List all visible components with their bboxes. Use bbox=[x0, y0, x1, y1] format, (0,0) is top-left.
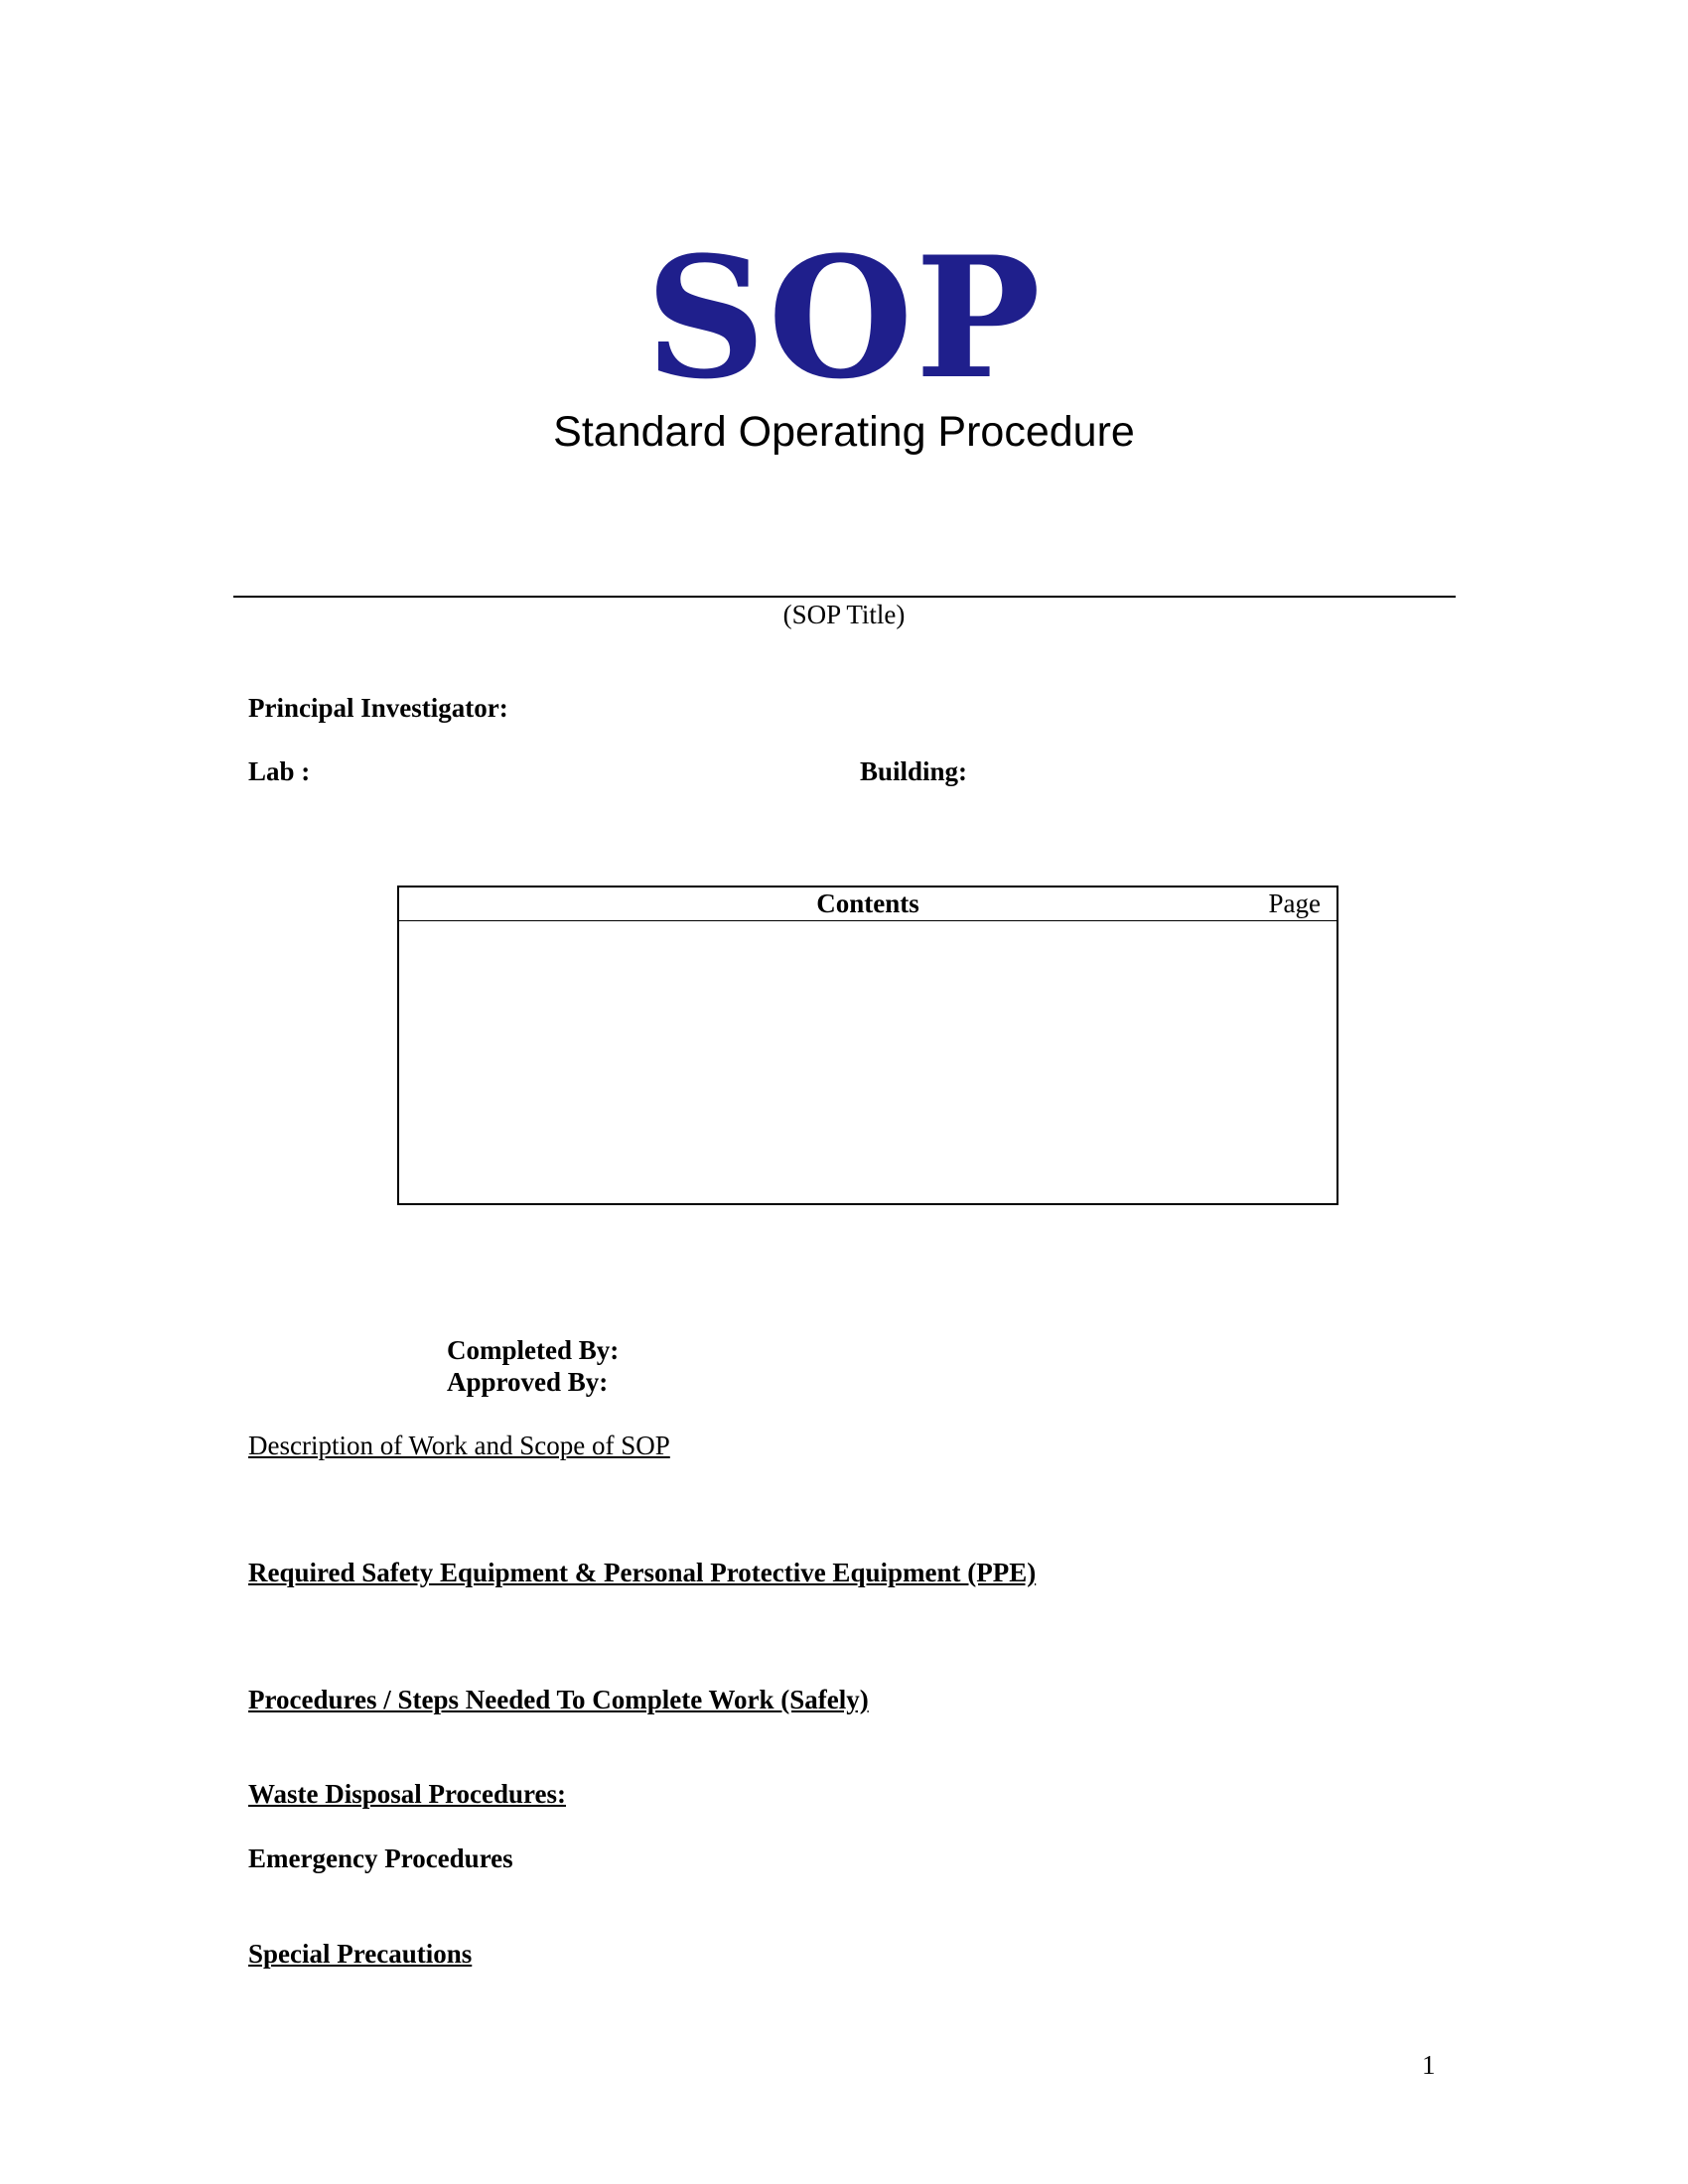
sop-logo: SOP bbox=[645, 219, 1043, 416]
section-procedures: Procedures / Steps Needed To Complete Work (Safely) bbox=[248, 1685, 869, 1714]
contents-page-column: Page bbox=[1268, 888, 1321, 918]
logo-subtitle: Standard Operating Procedure bbox=[553, 408, 1135, 456]
sop-title-placeholder: (SOP Title) bbox=[782, 600, 906, 629]
lab-label: Lab : bbox=[248, 756, 311, 786]
section-ppe: Required Safety Equipment & Personal Protective Equipment (PPE) bbox=[248, 1558, 1037, 1587]
completed-by-label: Completed By: bbox=[447, 1335, 620, 1365]
section-special-precautions: Special Precautions bbox=[248, 1939, 473, 1969]
contents-table bbox=[397, 886, 1338, 1205]
approved-by-label: Approved By: bbox=[447, 1367, 609, 1397]
contents-heading: Contents bbox=[816, 888, 919, 918]
page-number: 1 bbox=[1422, 2050, 1436, 2080]
contents-header-row bbox=[399, 887, 1336, 921]
section-waste-disposal: Waste Disposal Procedures: bbox=[248, 1779, 566, 1809]
section-description: Description of Work and Scope of SOP bbox=[248, 1431, 670, 1460]
principal-investigator-label: Principal Investigator: bbox=[248, 693, 508, 723]
section-emergency: Emergency Procedures bbox=[248, 1843, 513, 1873]
building-label: Building: bbox=[860, 756, 968, 786]
